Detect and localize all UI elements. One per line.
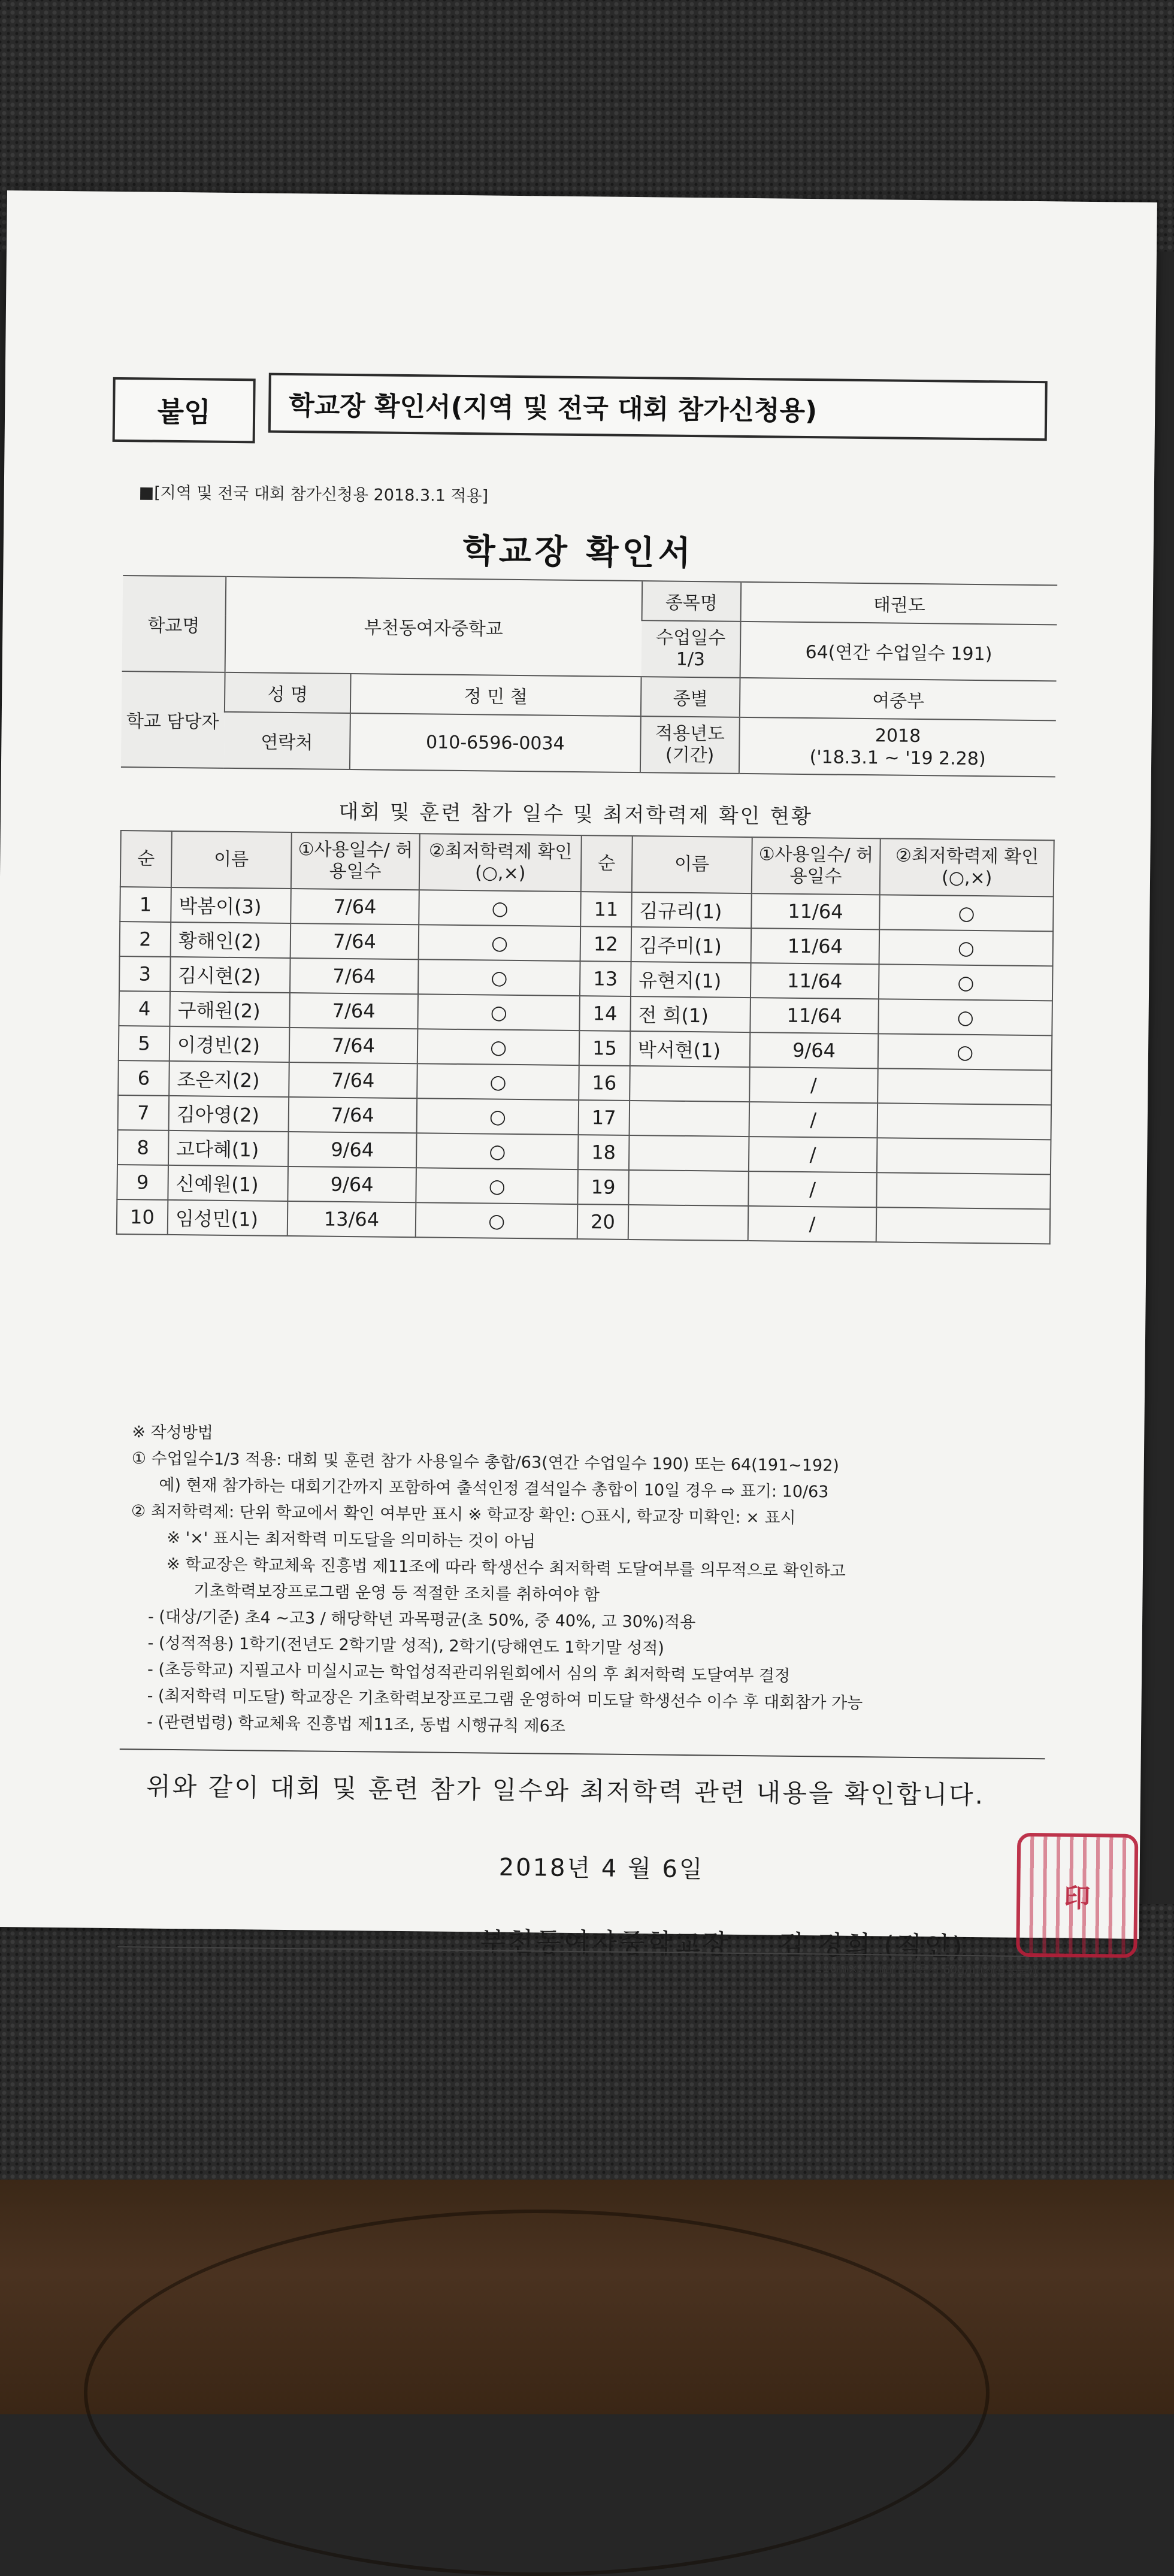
days-value: 64(연간 수업일수 191) — [740, 622, 1057, 681]
row-check: ○ — [418, 959, 580, 996]
note-line: 예) 현재 참가하는 대회기간까지 포함하여 출석인정 결석일수 총합이 10일 경우 ⇨ 표기: 10/63 — [159, 1475, 829, 1502]
row-days: 11/64 — [750, 998, 879, 1034]
row-check: ○ — [879, 999, 1052, 1035]
row-name — [629, 1135, 749, 1171]
note-line: ※ '×' 표시는 최저학력 미도달을 의미하는 것이 아님 — [167, 1528, 536, 1551]
year-value: 2018 — [875, 725, 921, 747]
participation-table — [116, 830, 1055, 1244]
row-check: ○ — [417, 1029, 579, 1065]
row-name: 황해인(2) — [171, 922, 291, 958]
school-value: 부천동여자중학교 — [225, 577, 643, 677]
row-name: 이경빈(2) — [170, 1026, 289, 1062]
header-title: 학교장 확인서(지역 및 전국 대회 참가신청용) — [268, 373, 1048, 441]
row-check: ○ — [879, 895, 1053, 931]
row-days: 11/64 — [751, 893, 880, 929]
row-no: 1 — [120, 887, 171, 922]
row-check: ○ — [419, 925, 580, 961]
document-paper — [0, 190, 1157, 1978]
row-check — [878, 1068, 1051, 1105]
row-days: 9/64 — [749, 1032, 878, 1068]
row-no: 8 — [117, 1130, 169, 1165]
row-days: / — [748, 1171, 877, 1207]
row-no: 4 — [119, 991, 170, 1026]
row-name: 김규리(1) — [631, 892, 751, 928]
row-name: 신예원(1) — [168, 1165, 288, 1201]
sport-label: 종목명 — [642, 581, 742, 622]
row-days: / — [749, 1137, 878, 1172]
official-seal: 印 — [1016, 1833, 1138, 1958]
note-line: ② 최저학력제: 단위 학교에서 확인 여부만 표시 ※ 학교장 확인: ○표시, 학교장 미확인: × 표시 — [131, 1502, 796, 1528]
row-days: 13/64 — [287, 1201, 416, 1237]
row-name: 구해원(2) — [170, 992, 289, 1028]
row-check: ○ — [419, 890, 581, 926]
principal-signature — [480, 1920, 965, 1963]
row-days: / — [748, 1206, 876, 1242]
name-value: 정 민 철 — [350, 674, 642, 716]
principal-name: 김 경희 (직인) — [778, 1929, 966, 1962]
col-days-left: ①사용일수/ 허용일수 — [291, 832, 420, 890]
row-check: ○ — [416, 1202, 577, 1239]
row-name: 김아영(2) — [168, 1096, 288, 1132]
row-days: 9/64 — [288, 1166, 416, 1202]
row-no: 9 — [117, 1165, 168, 1200]
row-name: 임성민(1) — [168, 1200, 288, 1236]
row-days: 7/64 — [289, 993, 418, 1029]
row-days: 11/64 — [751, 963, 879, 999]
row-name: 유현지(1) — [631, 962, 751, 998]
cup-rim — [84, 2210, 990, 2576]
category-label: 종별 — [641, 677, 740, 717]
note-line: ※ 학교장은 학교체육 진흥법 제11조에 따라 학생선수 최저학력 도달여부를 의무적으로 확인하고 — [166, 1554, 846, 1581]
note-line: - (최저학력 미도달) 학교장은 기초학력보장프로그램 운영하여 미도달 학생선수 이수 후 대회참가 가능 — [147, 1686, 863, 1713]
row-name — [630, 1066, 749, 1102]
row-days: / — [749, 1102, 878, 1138]
paper-size-note: 210㎜×297㎜[일반용지 60g/㎡(재활용품)] — [815, 1962, 1037, 1978]
row-no: 17 — [579, 1100, 630, 1135]
note-line: 기초학력보장프로그램 운영 등 적절한 조치를 취하여야 함 — [193, 1581, 600, 1605]
col-no-left: 순 — [120, 831, 172, 887]
form-note: ■[지역 및 전국 대회 참가신청용 2018.3.1 적용] — [138, 483, 489, 506]
days-label: 수업일수 1/3 — [642, 620, 741, 678]
row-name: 조은지(2) — [169, 1061, 289, 1097]
row-days: / — [749, 1067, 878, 1103]
confirm-text: 위와 같이 대회 및 훈련 참가 일수와 최저학력 관련 내용을 확인합니다. — [146, 1771, 985, 1810]
row-no: 20 — [577, 1204, 629, 1239]
row-no: 5 — [119, 1026, 170, 1061]
row-no: 3 — [119, 956, 171, 992]
period-value: ('18.3.1 ~ '19 2.28) — [809, 747, 986, 770]
row-check — [876, 1207, 1050, 1244]
row-check: ○ — [879, 964, 1052, 1001]
note-line: ① 수업일수1/3 적용: 대회 및 훈련 참가 사용일수 총합/63(연간 수업일수 190) 또는 64(191~192) — [131, 1449, 840, 1475]
status-subtitle: 대회 및 훈련 참가 일수 및 최저학력제 확인 현황 — [338, 799, 813, 829]
row-no: 16 — [579, 1065, 630, 1101]
row-check: ○ — [879, 929, 1053, 966]
row-check — [878, 1103, 1051, 1139]
row-name: 고다혜(1) — [168, 1131, 288, 1166]
row-days: 9/64 — [288, 1132, 417, 1168]
row-name: 전 희(1) — [630, 996, 750, 1032]
row-no: 12 — [580, 926, 632, 962]
school-label: 학교명 — [122, 575, 226, 672]
row-no: 18 — [578, 1135, 630, 1170]
year-label: 적용년도 (기간) — [640, 716, 740, 774]
info-table — [121, 575, 1057, 777]
row-check: ○ — [417, 1098, 579, 1135]
document-title: 학교장 확인서 — [462, 532, 695, 574]
note-line: - (초등학교) 지필고사 미실시교는 학업성적관리위원회에서 심의 후 최저학력 도달여부 결정 — [147, 1660, 791, 1686]
row-days: 7/64 — [291, 889, 419, 925]
col-name-right: 이름 — [632, 836, 752, 893]
row-days: 11/64 — [751, 928, 879, 964]
row-check: ○ — [418, 994, 580, 1031]
category-value: 여중부 — [740, 678, 1057, 721]
row-no: 6 — [118, 1060, 170, 1096]
notes-section — [129, 1419, 1066, 1745]
row-name: 김주미(1) — [631, 927, 751, 963]
row-no: 7 — [118, 1095, 170, 1131]
note-line: - (성적적용) 1학기(전년도 2학기말 성적), 2학기(당해연도 1학기말 성적) — [147, 1634, 665, 1658]
row-check: ○ — [416, 1168, 578, 1204]
row-no: 15 — [579, 1031, 631, 1066]
col-days-right: ①사용일수/ 허용일수 — [751, 837, 880, 895]
divider — [120, 1748, 1045, 1759]
note-line: - (관련법령) 학교체육 진흥법 제11조, 동법 시행규칙 제6조 — [147, 1713, 566, 1736]
row-no: 14 — [579, 996, 631, 1031]
row-days: 7/64 — [290, 923, 419, 959]
row-check — [877, 1172, 1051, 1209]
attachment-tag: 붙임 — [113, 377, 256, 443]
notes-heading: ※ 작성방법 — [132, 1423, 213, 1442]
year-cell — [739, 717, 1056, 777]
row-no: 10 — [117, 1199, 168, 1235]
row-no: 2 — [120, 922, 171, 957]
col-check-right: ②최저학력제 확인(○,×) — [880, 838, 1054, 896]
confirm-date: 2018년 4 월 6일 — [498, 1853, 704, 1884]
row-days: 7/64 — [288, 1097, 417, 1133]
row-days: 7/64 — [290, 958, 419, 994]
name-label: 성 명 — [225, 672, 351, 713]
row-no: 11 — [580, 892, 632, 927]
col-name-left: 이름 — [171, 831, 292, 889]
row-name — [628, 1205, 748, 1241]
row-no: 19 — [577, 1169, 629, 1205]
contact-label: 연락처 — [224, 712, 350, 769]
row-days: 7/64 — [289, 1062, 417, 1098]
row-check — [877, 1138, 1051, 1174]
row-name: 박봄이(3) — [171, 887, 291, 923]
row-days: 7/64 — [289, 1028, 417, 1063]
row-check: ○ — [416, 1133, 578, 1169]
manager-label: 학교 담당자 — [121, 671, 225, 768]
col-no-right: 순 — [581, 835, 633, 892]
row-no: 13 — [580, 961, 631, 996]
row-name: 박서현(1) — [630, 1031, 750, 1067]
row-name — [629, 1101, 749, 1137]
col-check-left: ②최저학력제 확인(○,×) — [419, 834, 582, 892]
row-check: ○ — [878, 1034, 1052, 1070]
note-line: - (대상/기준) 초4 ~고3 / 해당학년 과목평균(초 50%, 중 40%, 고 30%)적용 — [147, 1607, 696, 1632]
sport-value: 태권도 — [741, 582, 1058, 625]
row-check: ○ — [417, 1063, 579, 1100]
row-name: 김시현(2) — [170, 957, 290, 993]
row-name — [628, 1170, 748, 1206]
contact-value: 010-6596-0034 — [350, 713, 641, 772]
principal-school: 부천동여자중학교장 — [480, 1926, 731, 1960]
